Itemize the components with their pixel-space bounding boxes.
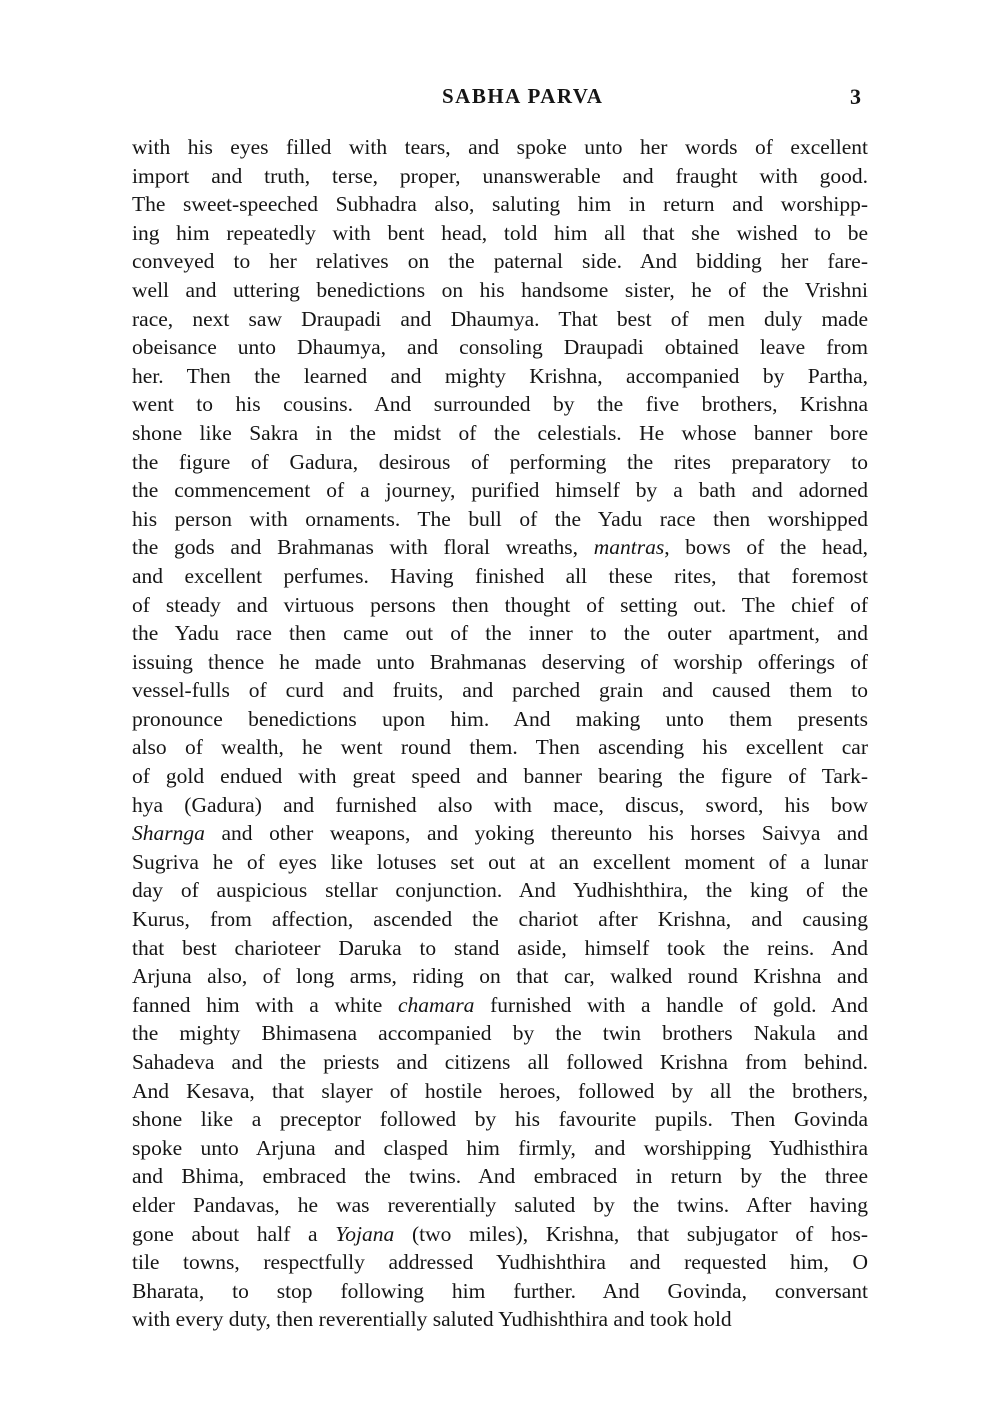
text-line: shone like a preceptor followed by his favourite pupils. Then Govinda bbox=[132, 1107, 868, 1132]
italic-term: chamara bbox=[398, 992, 475, 1017]
text-line: the figure of Gadura, desirous of performing the rites preparatory to bbox=[132, 449, 868, 474]
text-line: race, next saw Draupadi and Dhaumya. That best of men duly made bbox=[132, 306, 868, 331]
text-line: shone like Sakra in the midst of the celestials. He whose banner bore bbox=[132, 420, 868, 445]
text-line: of steady and virtuous persons then thought of setting out. The chief of bbox=[132, 592, 868, 617]
text-line: tile towns, respectfully addressed Yudhishthira and requested him, O bbox=[132, 1250, 868, 1275]
italic-term: Yojana bbox=[335, 1221, 395, 1246]
text-line: hya (Gadura) and furnished also with mace, discus, sword, his bow bbox=[132, 792, 868, 817]
text-line: Kurus, from affection, ascended the chariot after Krishna, and causing bbox=[132, 907, 868, 932]
italic-term: Sharnga bbox=[132, 821, 205, 846]
text-line: issuing thence he made unto Brahmanas deserving of worship offerings of bbox=[132, 649, 868, 674]
text-line: obeisance unto Dhaumya, and consoling Draupadi obtained leave from bbox=[132, 335, 868, 360]
text-line: well and uttering benedictions on his handsome sister, he of the Vrishni bbox=[132, 277, 868, 302]
text-line: with his eyes filled with tears, and spoke unto her words of excellent bbox=[132, 135, 868, 159]
text-line: her. Then the learned and mighty Krishna, accompanied by Partha, bbox=[132, 363, 868, 388]
text-line: the gods and Brahmanas with floral wreaths, mantras, bows of the head, bbox=[132, 535, 868, 560]
text-line: Sharnga and other weapons, and yoking thereunto his horses Saivya and bbox=[132, 821, 868, 846]
text-line: that best charioteer Daruka to stand aside, himself took the reins. And bbox=[132, 935, 868, 960]
text-line: the Yadu race then came out of the inner to the outer apartment, and bbox=[132, 621, 868, 646]
text-line: with every duty, then reverentially saluted Yudhishthira and took hold bbox=[132, 1307, 732, 1332]
text-line: Arjuna also, of long arms, riding on that car, walked round Krishna and bbox=[132, 964, 868, 989]
text-line: import and truth, terse, proper, unanswerable and fraught with good. bbox=[132, 163, 868, 188]
running-title: SABHA PARVA bbox=[442, 84, 604, 108]
text-line: And Kesava, that slayer of hostile heroes, followed by all the brothers, bbox=[132, 1078, 868, 1103]
text-line: elder Pandavas, he was reverentially saluted by the twins. After having bbox=[132, 1192, 868, 1217]
text-line: conveyed to her relatives on the paternal side. And bidding her fare- bbox=[132, 249, 868, 274]
text-line: his person with ornaments. The bull of the Yadu race then worshipped bbox=[132, 506, 868, 531]
text-line: went to his cousins. And surrounded by the five brothers, Krishna bbox=[132, 392, 868, 417]
text-line: gone about half a Yojana (two miles), Krishna, that subjugator of hos- bbox=[132, 1221, 868, 1246]
text-line: The sweet-speeched Subhadra also, saluting him in return and worshipp- bbox=[132, 192, 868, 217]
text-line: of gold endued with great speed and banner bearing the figure of Tark- bbox=[132, 764, 868, 789]
text-line: Sugriva he of eyes like lotuses set out at an excellent moment of a lunar bbox=[132, 849, 868, 874]
text-line: also of wealth, he went round them. Then ascending his excellent car bbox=[132, 735, 868, 760]
text-line: Sahadeva and the priests and citizens all followed Krishna from behind. bbox=[132, 1050, 868, 1074]
text-line: pronounce benedictions upon him. And making unto them presents bbox=[132, 706, 868, 731]
text-line: the commencement of a journey, purified himself by a bath and adorned bbox=[132, 478, 868, 503]
text-line: day of auspicious stellar conjunction. And Yudhishthira, the king of the bbox=[132, 878, 868, 903]
page-number: 3 bbox=[850, 84, 861, 109]
text-line: ing him repeatedly with bent head, told him all that she wished to be bbox=[132, 220, 868, 245]
body-text bbox=[132, 133, 868, 1334]
text-line: fanned him with a white chamara furnished with a handle of gold. And bbox=[132, 992, 868, 1017]
running-head bbox=[0, 84, 1000, 114]
italic-term: mantras bbox=[593, 535, 665, 560]
text-line: and excellent perfumes. Having finished all these rites, that foremost bbox=[132, 563, 868, 588]
text-line: spoke unto Arjuna and clasped him firmly, and worshipping Yudhisthira bbox=[132, 1135, 868, 1160]
text-line: and Bhima, embraced the twins. And embraced in return by the three bbox=[132, 1164, 868, 1189]
text-line: Bharata, to stop following him further. And Govinda, conversant bbox=[132, 1278, 868, 1303]
text-line: the mighty Bhimasena accompanied by the twin brothers Nakula and bbox=[132, 1021, 868, 1046]
text-line: vessel-fulls of curd and fruits, and parched grain and caused them to bbox=[132, 678, 868, 703]
